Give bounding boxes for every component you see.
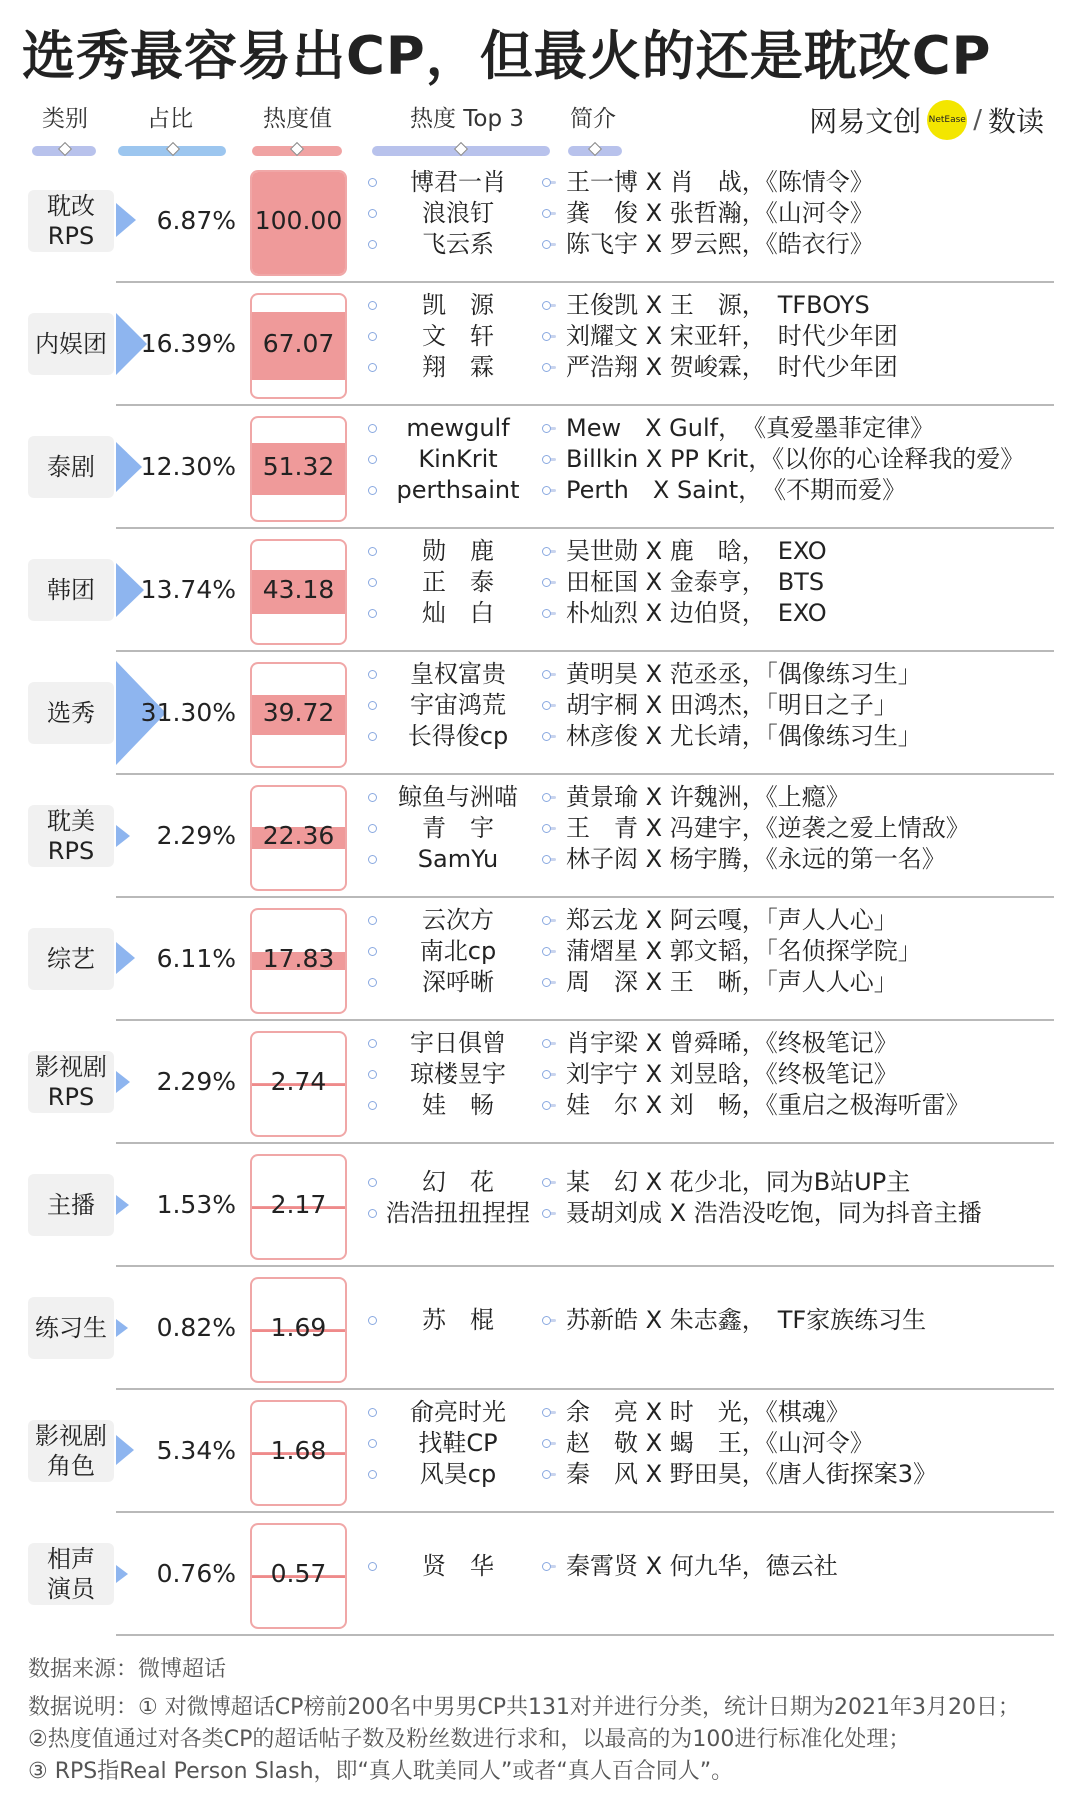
- cp-text: 云次方: [422, 906, 494, 934]
- cp-name: [366, 782, 550, 813]
- connector: [544, 1104, 556, 1107]
- cp-text: 浪浪钉: [422, 199, 494, 227]
- cp-name: [366, 813, 550, 844]
- bullet-dot: [368, 793, 377, 802]
- cp-text: 正 泰: [422, 568, 494, 596]
- connector: [544, 1181, 556, 1184]
- cp-intro: 某 幻 X 花少北，同为B站UP主: [566, 1167, 911, 1196]
- cp-intro: Billkin X PP Krit，《以你的心诠释我的爱》: [566, 445, 1025, 473]
- intro-list: [566, 536, 1066, 629]
- share-value: 2.29%: [156, 1067, 236, 1096]
- category-label: 影视剧 角色: [28, 1420, 114, 1482]
- cp-name: [366, 475, 550, 506]
- intro-list: [566, 1551, 1066, 1582]
- cp-intro: 周 深 X 王 晰，「声人人心」: [566, 968, 898, 996]
- cp-text: 南北cp: [419, 937, 497, 965]
- cp-name: [366, 536, 550, 567]
- cp-intro: 赵 敬 X 蝎 王，《山河令》: [566, 1429, 874, 1457]
- cp-name: [366, 167, 550, 198]
- header-top3: 热度 Top 3: [409, 106, 525, 132]
- cp-name: [366, 1028, 550, 1059]
- cp-intro: 黄景瑜 X 许魏洲，《上瘾》: [566, 783, 850, 811]
- cp-text: mewgulf: [406, 414, 510, 442]
- cp-name: [366, 1459, 550, 1490]
- connector: [544, 673, 556, 676]
- cp-text: 皇权富贵: [410, 660, 506, 688]
- heat-value: 17.83: [262, 944, 335, 973]
- intro-list: [566, 167, 1066, 260]
- cp-intro: 刘耀文 X 宋亚轩， 时代少年团: [566, 322, 898, 350]
- heat-box: [250, 1154, 347, 1260]
- heat-box: [250, 539, 347, 645]
- connector: [544, 581, 556, 584]
- intro-list: [566, 659, 1066, 752]
- cp-text: 深呼晰: [422, 968, 494, 996]
- cp-intro: 陈飞宇 X 罗云熙，《皓衣行》: [566, 230, 874, 258]
- bullet-dot: [368, 547, 377, 556]
- netease-logo: [809, 100, 1044, 140]
- cp-text: 翔 霖: [422, 353, 494, 381]
- cp-name: [366, 1305, 550, 1336]
- table-row: [0, 1513, 1080, 1636]
- connector: [544, 735, 556, 738]
- share-value: 12.30%: [140, 452, 236, 481]
- bullet-dot: [368, 1039, 377, 1048]
- cp-name: [366, 598, 550, 629]
- cp-intro: Perth X Saint， 《不期而爱》: [566, 476, 907, 504]
- heat-box: [250, 662, 347, 768]
- cp-text: 找鞋CP: [418, 1429, 498, 1457]
- connector: [544, 1442, 556, 1445]
- top3-list: [366, 1397, 550, 1490]
- cp-name: [366, 229, 550, 260]
- category-label: 韩团: [28, 559, 114, 621]
- bullet-dot: [368, 301, 377, 310]
- logo-text-sub: 数读: [987, 105, 1044, 138]
- cp-intro: 娃 尔 X 刘 畅，《重启之极海听雷》: [566, 1091, 970, 1119]
- heat-value: 22.36: [262, 821, 335, 850]
- heat-value: 67.07: [262, 329, 335, 358]
- heat-box: [250, 785, 347, 891]
- cp-text: 青 宇: [422, 814, 494, 842]
- connector: [544, 1073, 556, 1076]
- cp-name: [366, 690, 550, 721]
- cp-name: [366, 936, 550, 967]
- bullet-dot: [368, 363, 377, 372]
- cp-intro: 朴灿烈 X 边伯贤， EXO: [566, 599, 827, 627]
- category-label: 内娱团: [28, 313, 114, 375]
- top3-list: [366, 782, 550, 875]
- intro-list: [566, 782, 1066, 875]
- cp-text: 灿 白: [422, 599, 494, 627]
- connector: [544, 489, 556, 492]
- connector: [544, 1042, 556, 1045]
- cp-name: [366, 321, 550, 352]
- connector: [544, 827, 556, 830]
- cp-name: [366, 721, 550, 752]
- heat-box: [250, 416, 347, 522]
- connector: [544, 919, 556, 922]
- cp-text: 勋 鹿: [422, 537, 494, 565]
- cp-intro: 严浩翔 X 贺峻霖， 时代少年团: [566, 353, 898, 381]
- cp-intro: 秦霄贤 X 何九华，德云社: [566, 1552, 838, 1580]
- connector: [544, 612, 556, 615]
- heat-value: 2.17: [270, 1190, 327, 1219]
- cp-text: KinKrit: [418, 445, 498, 473]
- cp-text: 娃 畅: [422, 1091, 494, 1119]
- bullet-dot: [368, 701, 377, 710]
- cp-name: [366, 905, 550, 936]
- cp-text: 飞云系: [422, 230, 494, 258]
- bullet-dot: [368, 609, 377, 618]
- heat-value: 1.69: [270, 1313, 327, 1342]
- page-title: 选秀最容易出CP，但最火的还是耽改CP: [22, 26, 992, 87]
- connector: [544, 858, 556, 861]
- category-label: 耽美 RPS: [28, 805, 114, 867]
- connector: [544, 1411, 556, 1414]
- heat-box: [250, 1400, 347, 1506]
- share-value: 5.34%: [156, 1436, 236, 1465]
- heat-box: [250, 170, 347, 276]
- intro-list: [566, 413, 1066, 506]
- bullet-dot: [368, 1562, 377, 1571]
- bullet-dot: [368, 947, 377, 956]
- heat-box: [250, 1031, 347, 1137]
- top3-list: [366, 413, 550, 506]
- connector: [544, 366, 556, 369]
- cp-intro: 余 亮 X 时 光，《棋魂》: [566, 1398, 850, 1426]
- connector: [544, 981, 556, 984]
- top3-list: [366, 905, 550, 998]
- connector: [544, 1473, 556, 1476]
- bullet-dot: [368, 916, 377, 925]
- connector: [544, 704, 556, 707]
- intro-list: [566, 905, 1066, 998]
- heat-box: [250, 908, 347, 1014]
- cp-intro: 苏新皓 X 朱志鑫， TF家族练习生: [566, 1306, 927, 1334]
- cp-name: [366, 444, 550, 475]
- heat-value: 51.32: [262, 452, 335, 481]
- cp-intro: 郑云龙 X 阿云嘎，「声人人心」: [566, 906, 898, 934]
- share-value: 13.74%: [140, 575, 236, 604]
- bullet-dot: [368, 486, 377, 495]
- cp-text: 贤 华: [422, 1552, 494, 1580]
- cp-text: 风昊cp: [419, 1460, 497, 1488]
- heat-value: 43.18: [262, 575, 335, 604]
- heat-value: 0.57: [270, 1559, 327, 1588]
- bullet-dot: [368, 732, 377, 741]
- connector: [544, 243, 556, 246]
- bullet-dot: [368, 1439, 377, 1448]
- heat-value: 39.72: [262, 698, 335, 727]
- logo-text-main: 网易文创: [809, 105, 922, 138]
- bullet-dot: [368, 424, 377, 433]
- share-value: 31.30%: [140, 698, 236, 727]
- cp-intro: 秦 风 X 野田昊，《唐人街探案3》: [566, 1460, 937, 1488]
- cp-intro: 林子闳 X 杨宇腾，《永远的第一名》: [566, 845, 946, 873]
- heat-box: [250, 1523, 347, 1629]
- footer-note-1: 数据说明：① 对微博超话CP榜前200名中男男CP共131对并进行分类，统计日期为2021年3月20日；: [28, 1695, 1020, 1720]
- connector: [544, 212, 556, 215]
- top3-list: [366, 1305, 550, 1336]
- cp-name: [366, 1551, 550, 1582]
- cp-text: 宇宙鸿荒: [410, 691, 506, 719]
- cp-text: 鲸鱼与洲喵: [398, 783, 518, 811]
- bullet-dot: [368, 1316, 377, 1325]
- cp-text: SamYu: [417, 845, 499, 873]
- cp-name: [366, 352, 550, 383]
- table-row: [0, 1390, 1080, 1513]
- category-label: 耽改 RPS: [28, 190, 114, 252]
- table-row: [0, 898, 1080, 1021]
- connector: [544, 181, 556, 184]
- share-value: 0.76%: [156, 1559, 236, 1588]
- cp-text: 宇日俱曾: [410, 1029, 506, 1057]
- table-row: [0, 1144, 1080, 1267]
- connector: [544, 304, 556, 307]
- cp-text: 长得俊cp: [407, 722, 509, 750]
- connector: [544, 335, 556, 338]
- bullet-dot: [368, 1408, 377, 1417]
- cp-text: 凯 源: [422, 291, 494, 319]
- cp-intro: 胡宇桐 X 田鸿杰，「明日之子」: [566, 691, 898, 719]
- cp-intro: 聂胡刘成 X 浩浩没吃饱，同为抖音主播: [566, 1198, 982, 1227]
- cp-text: 俞亮时光: [410, 1398, 506, 1426]
- bullet-dot: [368, 670, 377, 679]
- cp-name: [366, 290, 550, 321]
- header-heat: 热度值: [263, 106, 332, 132]
- cp-name: [366, 844, 550, 875]
- intro-list: [566, 1305, 1066, 1336]
- footer-note-3: ③ RPS指Real Person Slash，即“真人耽美同人”或者“真人百合同人”。: [28, 1759, 734, 1784]
- category-label: 相声 演员: [28, 1543, 114, 1605]
- header-share: 占比: [147, 106, 193, 132]
- connector: [544, 458, 556, 461]
- bullet-dot: [368, 1070, 377, 1079]
- top3-list: [366, 1167, 550, 1229]
- cp-text: 浩浩扭扭捏捏: [386, 1198, 530, 1227]
- cp-name: [366, 567, 550, 598]
- cp-name: [366, 659, 550, 690]
- share-value: 6.87%: [156, 206, 236, 235]
- header-intro: 简介: [570, 106, 616, 132]
- top3-list: [366, 290, 550, 383]
- bullet-dot: [368, 1470, 377, 1479]
- cp-name: [366, 1428, 550, 1459]
- cp-name: [366, 1059, 550, 1090]
- cp-text: 博君一肖: [410, 168, 506, 196]
- heat-box: [250, 1277, 347, 1383]
- share-value: 0.82%: [156, 1313, 236, 1342]
- cp-intro: Mew X Gulf， 《真爱墨菲定律》: [566, 414, 935, 442]
- bullet-dot: [368, 455, 377, 464]
- bullet-dot: [368, 855, 377, 864]
- table-row: [0, 1021, 1080, 1144]
- intro-list: [566, 1167, 1066, 1229]
- cp-name: [366, 198, 550, 229]
- footer-source: 数据来源：微博超话: [28, 1657, 227, 1682]
- cp-name: [366, 967, 550, 998]
- share-value: 6.11%: [156, 944, 236, 973]
- bullet-dot: [368, 332, 377, 341]
- heat-box: [250, 293, 347, 399]
- cp-text: 琼楼昱宇: [410, 1060, 506, 1088]
- bullet-dot: [368, 240, 377, 249]
- share-value: 16.39%: [140, 329, 236, 358]
- logo-slash: /: [973, 105, 982, 135]
- cp-intro: 林彦俊 X 尤长靖，「偶像练习生」: [566, 722, 922, 750]
- logo-dot: NetEase: [927, 100, 967, 140]
- table-row: [0, 283, 1080, 406]
- cp-intro: 刘宇宁 X 刘昱晗，《终极笔记》: [566, 1060, 898, 1088]
- header-category: 类别: [42, 106, 88, 132]
- connector: [544, 796, 556, 799]
- intro-list: [566, 1028, 1066, 1121]
- table-row: [0, 160, 1080, 283]
- row-divider: [116, 1634, 1054, 1636]
- connector: [544, 950, 556, 953]
- table-row: [0, 406, 1080, 529]
- cp-text: 幻 花: [422, 1167, 494, 1196]
- cp-name: [366, 1167, 550, 1198]
- share-value: 2.29%: [156, 821, 236, 850]
- cp-name: [366, 413, 550, 444]
- category-label: 影视剧 RPS: [28, 1051, 114, 1113]
- bullet-dot: [368, 209, 377, 218]
- category-label: 选秀: [28, 682, 114, 744]
- cp-intro: 龚 俊 X 张哲瀚，《山河令》: [566, 199, 874, 227]
- footer-note-2: ②热度值通过对各类CP的超话帖子数及粉丝数进行求和，以最高的为100进行标准化处理；: [28, 1727, 911, 1752]
- bullet-dot: [368, 1178, 377, 1187]
- category-label: 主播: [28, 1174, 114, 1236]
- top3-list: [366, 659, 550, 752]
- intro-list: [566, 290, 1066, 383]
- cp-intro: 王 青 X 冯建宇，《逆袭之爱上情敌》: [566, 814, 970, 842]
- connector: [544, 550, 556, 553]
- connector: [544, 427, 556, 430]
- cp-intro: 田柾国 X 金泰亨， BTS: [566, 568, 825, 596]
- category-label: 泰剧: [28, 436, 114, 498]
- connector: [544, 1212, 556, 1215]
- category-label: 综艺: [28, 928, 114, 990]
- table-row: [0, 775, 1080, 898]
- cp-intro: 肖宇梁 X 曾舜晞，《终极笔记》: [566, 1029, 898, 1057]
- cp-intro: 黄明昊 X 范丞丞，「偶像练习生」: [566, 660, 922, 688]
- cp-name: [366, 1198, 550, 1229]
- cp-name: [366, 1090, 550, 1121]
- cp-text: 苏 棍: [422, 1306, 494, 1334]
- share-value: 1.53%: [156, 1190, 236, 1219]
- bullet-dot: [368, 178, 377, 187]
- bullet-dot: [368, 978, 377, 987]
- top3-list: [366, 536, 550, 629]
- bullet-dot: [368, 1101, 377, 1110]
- bullet-dot: [368, 1209, 377, 1218]
- top3-list: [366, 1551, 550, 1582]
- table-row: [0, 529, 1080, 652]
- heat-value: 100.00: [254, 206, 343, 235]
- cp-intro: 蒲熠星 X 郭文韬，「名侦探学院」: [566, 937, 922, 965]
- category-label: 练习生: [28, 1297, 114, 1359]
- table-row: [0, 652, 1080, 775]
- cp-intro: 王俊凯 X 王 源， TFBOYS: [566, 291, 870, 319]
- connector: [544, 1565, 556, 1568]
- cp-text: 文 轩: [422, 322, 494, 350]
- bullet-dot: [368, 824, 377, 833]
- table-row: [0, 1267, 1080, 1390]
- intro-list: [566, 1397, 1066, 1490]
- bullet-dot: [368, 578, 377, 587]
- cp-text: perthsaint: [396, 476, 520, 504]
- connector: [544, 1319, 556, 1322]
- heat-value: 2.74: [270, 1067, 327, 1096]
- cp-name: [366, 1397, 550, 1428]
- top3-list: [366, 1028, 550, 1121]
- heat-value: 1.68: [270, 1436, 327, 1465]
- top3-list: [366, 167, 550, 260]
- cp-intro: 吴世勋 X 鹿 晗， EXO: [566, 537, 827, 565]
- cp-intro: 王一博 X 肖 战，《陈情令》: [566, 168, 874, 196]
